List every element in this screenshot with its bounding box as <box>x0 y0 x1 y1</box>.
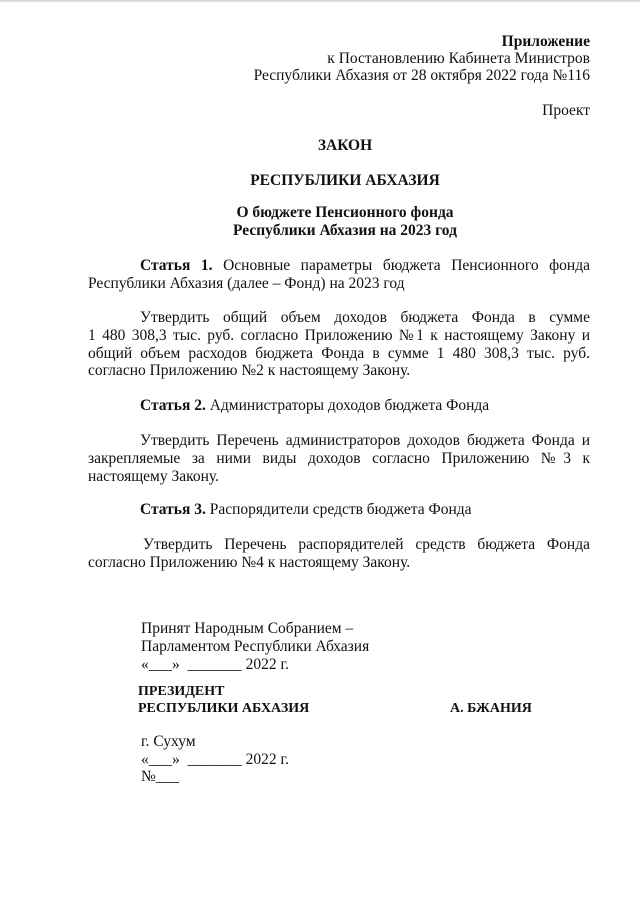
article-2-body-line: закрепляемые за ними виды доходов согласно Приложению №3 к <box>88 450 590 467</box>
article-3-body-line: согласно Приложению №4 к настоящему Закону. <box>88 554 411 571</box>
adoption-date: «___» _______ 2022 г. <box>141 656 289 673</box>
footer-date: «___» _______ 2022 г. <box>141 751 289 768</box>
article-3-body-line: Утвердить Перечень распорядителей средств бюджета Фонда <box>143 536 590 553</box>
article-3-label: Статья 3. <box>140 501 206 518</box>
adoption-line-2: Парламентом Республики Абхазия <box>141 638 370 655</box>
appendix-label: Приложение <box>501 33 590 50</box>
footer-number: №___ <box>141 768 180 785</box>
subject-line-2: Республики Абхазия на 2023 год <box>233 222 457 239</box>
article-2-body-line: настоящему Закону. <box>88 468 219 485</box>
signature-title-2: РЕСПУБЛИКИ АБХАЗИЯ <box>138 701 310 716</box>
article-1-body-line: 1 480 308,3 тыс. руб. согласно Приложению №1 к настоящему Закону и <box>88 327 590 344</box>
appendix-line-2: Республики Абхазия от 28 октября 2022 года №116 <box>253 67 590 84</box>
signature-title-1: ПРЕЗИДЕНТ <box>138 684 225 699</box>
subject-line-1: О бюджете Пенсионного фонда <box>236 204 454 221</box>
signatory-name: А. БЖАНИЯ <box>450 701 532 716</box>
appendix-line-1: к Постановлению Кабинета Министров <box>327 50 590 67</box>
republic-title: РЕСПУБЛИКИ АБХАЗИЯ <box>250 172 440 189</box>
draft-label: Проект <box>542 102 590 119</box>
adoption-line-1: Принят Народным Собранием – <box>141 620 354 637</box>
article-1-heading: Статья 1. Основные параметры бюджета Пенсионного фонда <box>140 257 590 274</box>
article-2-label: Статья 2. <box>140 397 206 414</box>
article-2-body-line: Утвердить Перечень администраторов доходов бюджета Фонда и <box>140 432 590 449</box>
article-1-body-line: общий объем расходов бюджета Фонда в сумме 1 480 308,3 тыс. руб. <box>88 345 590 362</box>
article-1-label: Статья 1. <box>140 257 213 274</box>
article-3-heading: Статья 3. Распорядители средств бюджета Фонда <box>140 501 472 518</box>
article-1-heading-cont: Республики Абхазия (далее – Фонд) на 2023 год <box>88 275 405 292</box>
city: г. Сухум <box>141 733 196 750</box>
scan-edge <box>0 0 640 3</box>
article-1-body-line: Утвердить общий объем доходов бюджета Фонда в сумме <box>140 309 590 326</box>
article-2-heading: Статья 2. Администраторы доходов бюджета Фонда <box>140 397 490 414</box>
law-title: ЗАКОН <box>317 137 373 154</box>
article-1-body-line: согласно Приложению №2 к настоящему Закону. <box>88 362 411 379</box>
